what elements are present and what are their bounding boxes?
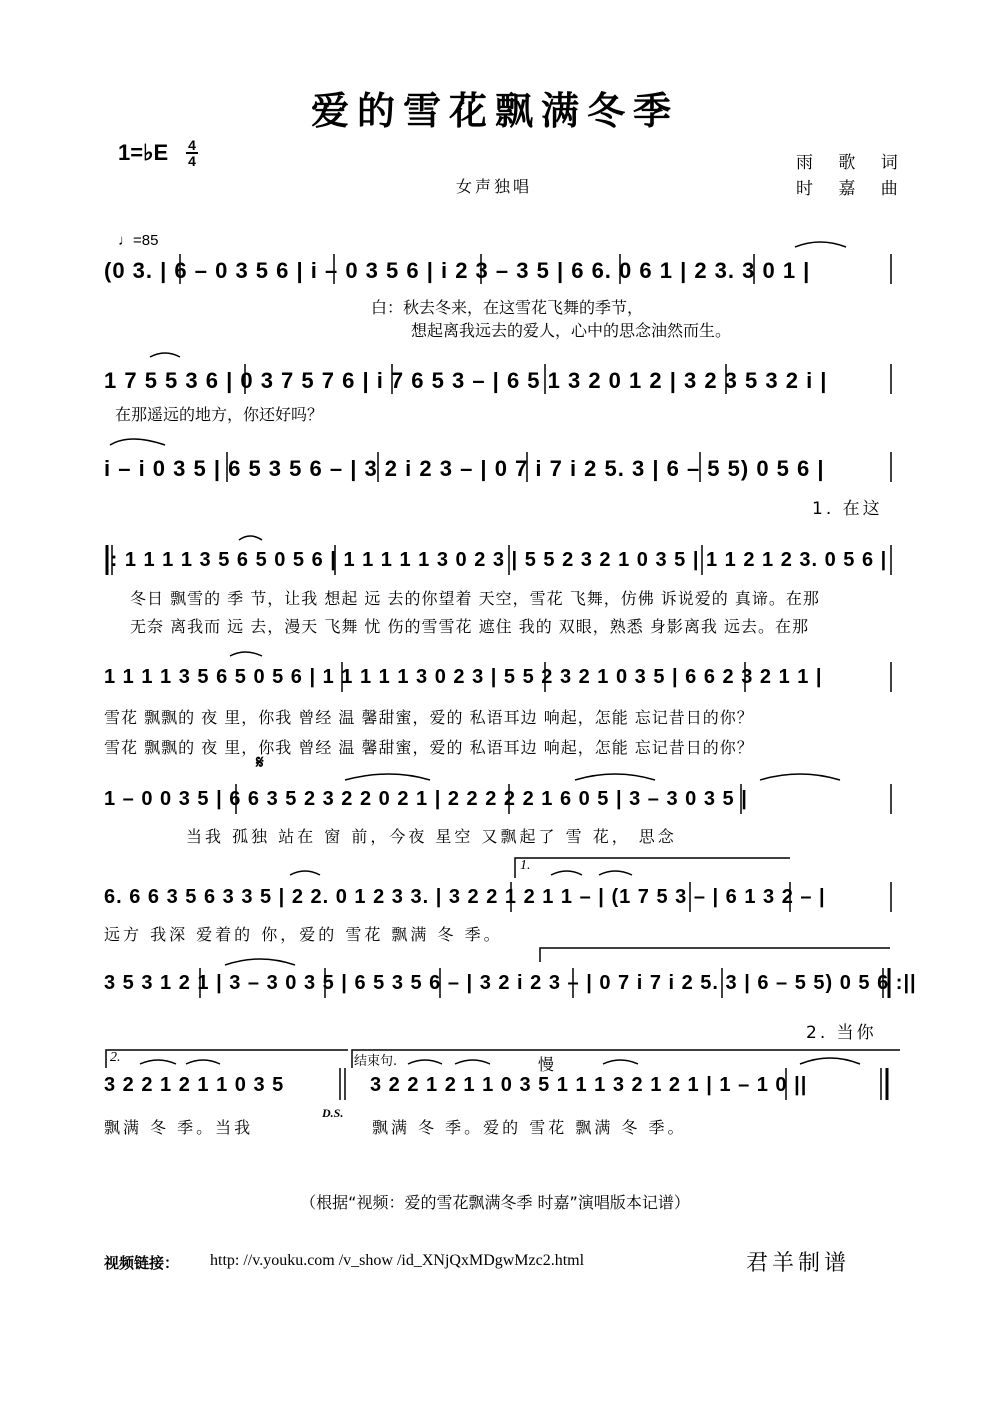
dal-segno-marking: D.S. [322, 1106, 344, 1120]
song-title: 爱的雪花飘满冬季 [310, 88, 679, 133]
lyric-row-6: 当我 孤独 站在 窗 前，今夜 星空 又飘起了 雪 花， 思念 [186, 827, 677, 846]
score-row-2: 1 7 5 5 3 6 | 0 3 7 5 7 6 | i 7 6 5 3 – | 6 5 1 3 2 0 1 2 | 3 2 3 5 3 2 i | [104, 368, 828, 393]
score-row-5: 1 1 1 1 3 5 6 5 0 5 6 | 1 1 1 1 1 3 0 2 3 | 5 5 2 3 2 1 0 3 5 | 6 6 2 3 2 1 1 | [104, 666, 823, 688]
volta-2-label: 2. [110, 1050, 121, 1065]
score-row-7: 6. 6 6 3 5 6 3 3 5 | 2 2. 0 1 2 3 3. | 3 2 2 1 2 1 1 – | (1 7 5 3 – | 6 1 3 2 – | [104, 886, 826, 908]
spoken-line-2: 想起离我远去的爱人，心中的思念油然而生。 [411, 321, 732, 340]
spoken-line-1: 白：秋去冬来，在这雪花飞舞的季节， [371, 298, 644, 317]
source-note: （根据“视频：爱的雪花飘满冬季 时嘉”演唱版本记谱） [300, 1193, 690, 1212]
score-row-3: i – i 0 3 5 | 6 5 3 5 6 – | 3 2 i 2 3 – | 0 7 i 7 i 2 5. 3 | 6 – 5 5) 0 5 6 | [104, 456, 825, 481]
score-row-9-ending: 3 2 2 1 2 1 1 0 3 5 1 1 1 3 2 1 2 1 | 1 – 1 0 || [370, 1074, 808, 1096]
score-row-9-ending-2: 3 2 2 1 2 1 1 0 3 5 [104, 1074, 285, 1096]
time-signature-top: 4 [188, 137, 196, 153]
lyric-row-5-verse-2: 雪花 飘飘的 夜 里，你我 曾经 温 馨甜蜜，爱的 私语耳边 响起，怎能 忘记昔日的你？ [104, 738, 754, 757]
lyric-row-5-verse-1: 雪花 飘飘的 夜 里，你我 曾经 温 馨甜蜜，爱的 私语耳边 响起，怎能 忘记昔日的你？ [104, 708, 754, 727]
score-row-6: 1 – 0 0 3 5 | 6 6 3 5 2 3 2 2 0 2 1 | 2 2 2 2 2 1 6 0 5 | 3 – 3 0 3 5 | [104, 788, 748, 810]
lyric-row-7: 远方 我深 爱着的 你，爱的 雪花 飘满 冬 季。 [104, 925, 503, 944]
spoken-line-3: 在那遥远的地方，你还好吗？ [115, 405, 324, 424]
segno-sign: 𝄋 [256, 752, 265, 772]
arranger-stamp: 君羊制谱 [746, 1251, 851, 1276]
lyric-row-9-a: 飘满 冬 季。当我 [104, 1118, 254, 1137]
ending-label: 结束句. [354, 1054, 398, 1069]
time-signature-bottom: 4 [188, 153, 196, 169]
score-row-8: 3 5 3 1 2 1 | 3 – 3 0 3 5 | 6 5 3 5 6 – | 3 2 i 2 3 – | 0 7 i 7 i 2 5. 3 | 6 – 5 5) 0 5 6 :|| [104, 972, 917, 994]
video-link-url[interactable]: http: //v.youku.com /v_show /id_XNjQxMDgwMzc2.html [210, 1252, 585, 1269]
lyric-row-4-verse-1: 冬日 飘雪的 季 节，让我 想起 远 去的你望着 天空，雪花 飞舞，仿佛 诉说爱的 真谛。在那 [130, 589, 820, 608]
volta-1-label: 1. [520, 858, 531, 873]
score-row-4: |: 1 1 1 1 3 5 6 5 0 5 6 | 1 1 1 1 1 3 0 2 3 | 5 5 2 3 2 1 0 3 5 | 1 1 2 1 2 3. 0 5 6 | [104, 549, 888, 571]
tempo-marking: ♩=85 [118, 232, 159, 249]
lyricist-credit: 雨 歌 词 [796, 153, 908, 173]
lyric-row-9-b: 飘满 冬 季。爱的 雪花 飘满 冬 季。 [372, 1118, 687, 1137]
key-signature: 1=♭E [118, 140, 169, 165]
tempo-slow-marking: 慢 [538, 1055, 555, 1074]
composer-credit: 时 嘉 曲 [796, 179, 908, 199]
lyric-row-3: 1. 在这 [812, 499, 883, 519]
score-row-1: (0 3. | 6 – 0 3 5 6 | i – 0 3 5 6 | i 2 3 – 3 5 | 6 6. 0 6 1 | 2 3. 3 0 1 | [104, 258, 811, 283]
lyric-row-8: 2. 当你 [806, 1023, 877, 1043]
video-link-label: 视频链接： [104, 1254, 180, 1272]
lyric-row-4-verse-2: 无奈 离我而 远 去，漫天 飞舞 忧 伤的雪雪花 遮住 我的 双眼，熟悉 身影离我 远去。在那 [130, 617, 809, 636]
performer-label: 女声独唱 [456, 177, 533, 196]
